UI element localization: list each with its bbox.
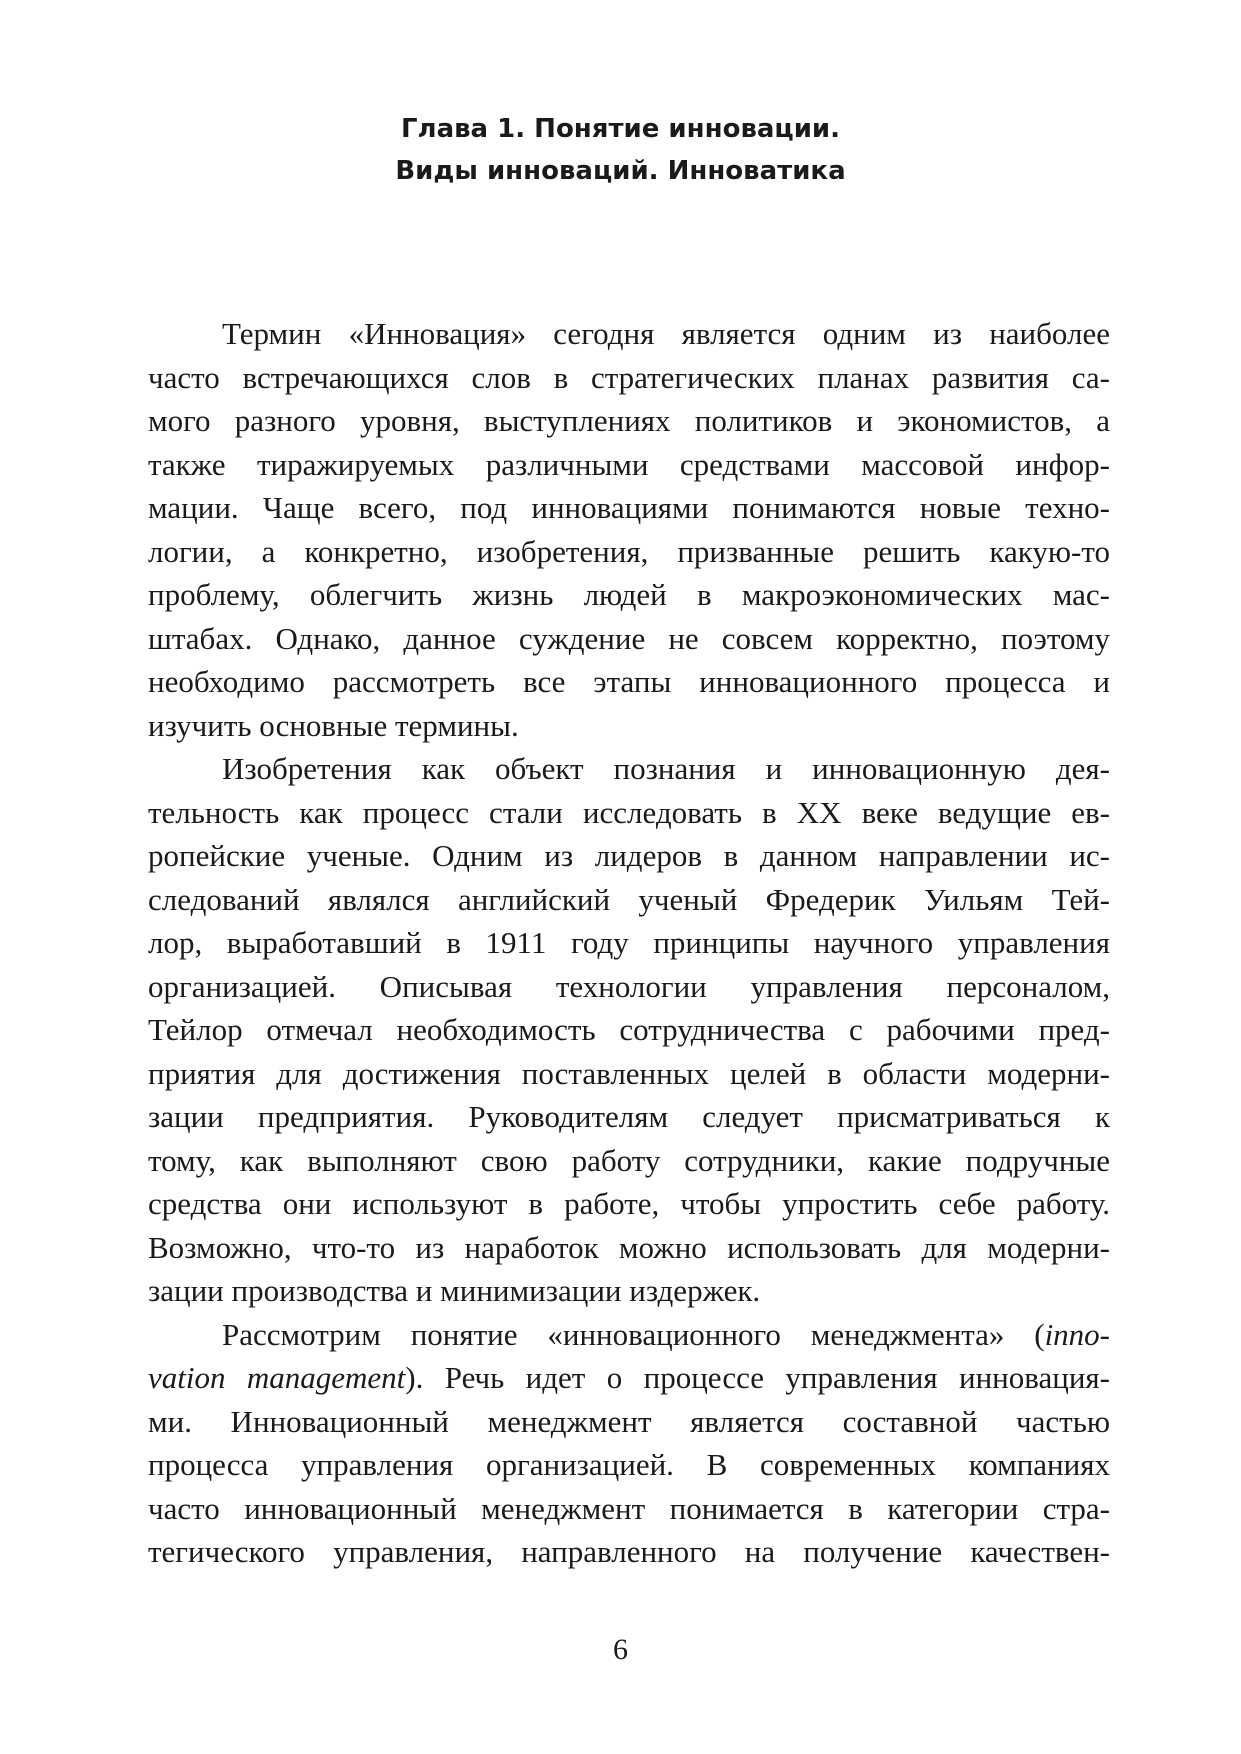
text-line [148, 1313, 1110, 1357]
text-line: мации. Чаще всего, под инновациями понимаются новые техно- [148, 490, 1110, 525]
text-line: ми. Инновационный менеджмент является составной частью [148, 1403, 1110, 1439]
text-line: лор, выработавший в 1911 году принципы научного управления [148, 925, 1110, 960]
chapter-title-line-1: Глава 1. Понятие инновации. [400, 114, 841, 144]
text-line: зации предприятия. Руководителям следует присматриваться к [148, 1099, 1110, 1134]
text-line: также тиражируемых различными средствами массовой инфор- [148, 446, 1110, 482]
text-line: необходимо рассмотреть все этапы инновационного процесса и [148, 664, 1110, 699]
text-line: Изобретения как объект познания и инновационную дея- [222, 751, 1110, 786]
text-run: Рассмотрим понятие «инновационного менеджмента» ( [222, 1316, 1045, 1352]
text-line: часто встречающихся слов в стратегических планах развития са- [148, 359, 1110, 395]
paragraph-2 [148, 747, 1110, 1313]
text-line: Тейлор отмечал необходимость сотрудничества с рабочими пред- [148, 1012, 1110, 1047]
text-line: организацией. Описывая технологии управления персоналом, [148, 968, 1110, 1004]
text-line: проблему, облегчить жизнь людей в макроэкономических мас- [148, 577, 1110, 612]
italic-term: inno- [1044, 1316, 1110, 1352]
text-line: мого разного уровня, выступлениях политиков и экономистов, а [148, 403, 1110, 438]
text-line: ропейские ученые. Одним из лидеров в данном направлении ис- [148, 838, 1110, 873]
text-run: ). Речь идет о процессе управления инновация- [405, 1360, 1111, 1395]
text-line: тегического управления, направленного на получение качествен- [148, 1534, 1110, 1569]
page-number: 6 [613, 1633, 628, 1666]
paragraph-3 [148, 1313, 1110, 1574]
text-line: зации производства и минимизации издержек. [148, 1273, 761, 1308]
text-line [148, 1356, 1110, 1400]
text-line: тельность как процесс стали исследовать в XX веке ведущие ев- [148, 794, 1110, 830]
text-line: средства они используют в работе, чтобы упростить себе работу. [148, 1186, 1110, 1221]
body-text [148, 312, 1110, 1574]
paragraph-1 [148, 312, 1110, 747]
text-line: логии, а конкретно, изобретения, призванные решить какую-то [148, 533, 1110, 569]
text-line: штабах. Однако, данное суждение не совсем корректно, поэтому [148, 620, 1110, 656]
text-line: Возможно, что-то из наработок можно использовать для модерни- [148, 1229, 1110, 1265]
text-line: следований являлся английский ученый Фредерик Уильям Тей- [148, 881, 1110, 917]
chapter-heading [0, 108, 1241, 192]
text-line: Термин «Инновация» сегодня является одним из наиболее [222, 316, 1110, 351]
text-line: изучить основные термины. [148, 707, 519, 743]
text-line: приятия для достижения поставленных целей в области модерни- [148, 1055, 1110, 1091]
italic-term: vation management [148, 1360, 406, 1395]
chapter-title-line-2: Виды инноваций. Инноватика [395, 156, 846, 186]
text-line: процесса управления организацией. В современных компаниях [148, 1447, 1110, 1482]
text-line: тому, как выполняют свою работу сотрудники, какие подручные [148, 1142, 1110, 1178]
text-line: часто инновационный менеджмент понимается в категории стра- [148, 1490, 1110, 1526]
